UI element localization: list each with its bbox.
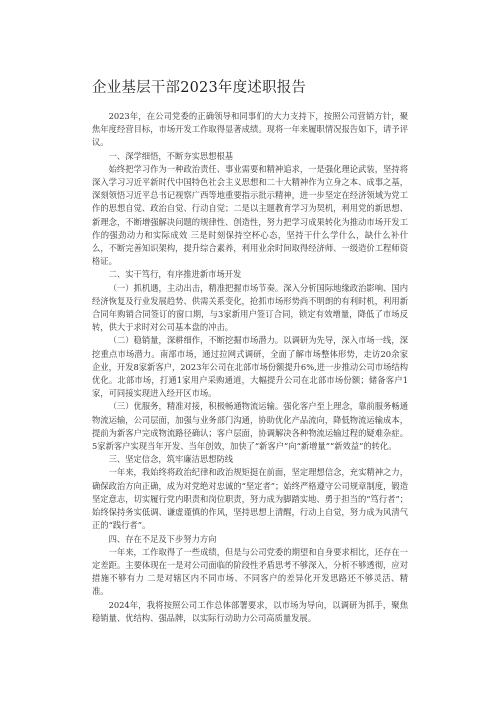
body-paragraph: 始终把学习作为一种政治责任、事业需要和精神追求，一是强化理论武装，坚持将深入学习习近平新时代中国特色社会主义思想和二十大精神作为立身之本、成事之基，深刻领悟习近平总书记视察广西等地重要指示批示精神，进一步坚定在经济领域为党工作的思想自觉、政治自觉、行动自觉；二是以主题教育学习为契机，利用党的新思想、新理念，不断增强解决问题的规律性、创造性，努力把学习成果转化为推动市场开发工作的强劲动力和实际成效 三是时刻保持空杯心态，坚持干什么学什么，缺什么补什么，不断完善知识架构，提升综合素养，利用业余时间取得经济师、一级造价工程师资格证。 <box>92 163 408 267</box>
section-heading: 三、坚定信念，筑牢廉洁思想防线 <box>108 454 234 465</box>
body-paragraph: （二）稳销量，深耕细作，不断挖掘市场潜力。以调研为先导，深入市场一线，深挖重点市场潜力。南部市场，通过拉网式调研，全面了解市场整体形势，走访20余家企业，开发8家新客户，2023年公司在北部市场份额提升6%,进一步推动公司市场结构优化。北部市场，打通1家用户采购通道，大幅提升公司在北部市场份额；储备客户1家，可同接实现进入经开区市场。 <box>92 335 408 399</box>
document-title: 企业基层干部2023年度述职报告 <box>92 80 307 96</box>
body-paragraph: 一年来，我始终将政治纪律和政治规矩挺在前面，坚定理想信念，充实精神之力，确保政治方向正确，成为对党绝对忠诚的“坚定者”；始终严格遵守公司规章制度，锻造坚定意志，切实履行党内职责和岗位职责，努力成为脚踏实地、勇于担当的“笃行者”；始终保持务实低调、谦虚谨慎的作风，坚持思想上清醒，行动上自觉，努力成为风清气正的“践行者”。 <box>92 467 408 531</box>
document-body <box>92 110 408 625</box>
body-paragraph: （一）抓机遇，主动出击，精准把握市场节奏。深入分析国际地缘政治影响、国内经济恢复及行业发展趋势、供需关系变化，抢抓市场形势尚不明朗的有利时机，利用新合同年购销合同签订的窗口期，与3家新用户签订合同，锁定有效增量，降低了市场反转，供大于求时对公司基本盘的冲击。 <box>92 282 408 333</box>
body-paragraph: （三）优服务，精准对接，积极畅通物流运输。强化客户至上理念，靠前服务畅通物流运输，公司层面，加强与业务部门沟通，协助优化产品流向，降低物流运输成本，提前为新客户完成物流路径确认；客户层面，协调解决各种物流运输过程的疑难杂症。5家新客户实现当年开发、当年创效，加快了“新客户”向“新增量”“新效益”的转化。 <box>92 401 408 452</box>
section-heading: 二、实干笃行，有序推进新市场开发 <box>108 269 242 280</box>
section-heading: 一、深学细悟，不断夯实思想根基 <box>108 150 234 161</box>
body-paragraph: 2024年，我将按照公司工作总体部署要求，以市场为导向，以调研为抓手，聚焦稳销量、优结构、强品牌，以实际行动助力公司高质量发展。 <box>92 599 408 623</box>
body-paragraph: 2023年，在公司党委的正确领导和同事们的大力支持下，按照公司营销方针，聚焦年度经营目标，市场开发工作取得显著成绩。现将一年来履职情况报告如下，请予评议。 <box>92 111 408 148</box>
section-heading: 四、存在不足及下步努力方向 <box>108 533 217 544</box>
body-paragraph: 一年来，工作取得了一些成绩，但是与公司党委的期望和自身要求相比，还存在一定差距。主要体现在一是对公司面临的阶段性矛盾思考不够深入，分析不够透彻，应对措施不够有力 二是对辖区内不同市场、不同客户的差异化开发思路还不够灵活、精准。 <box>92 546 408 597</box>
